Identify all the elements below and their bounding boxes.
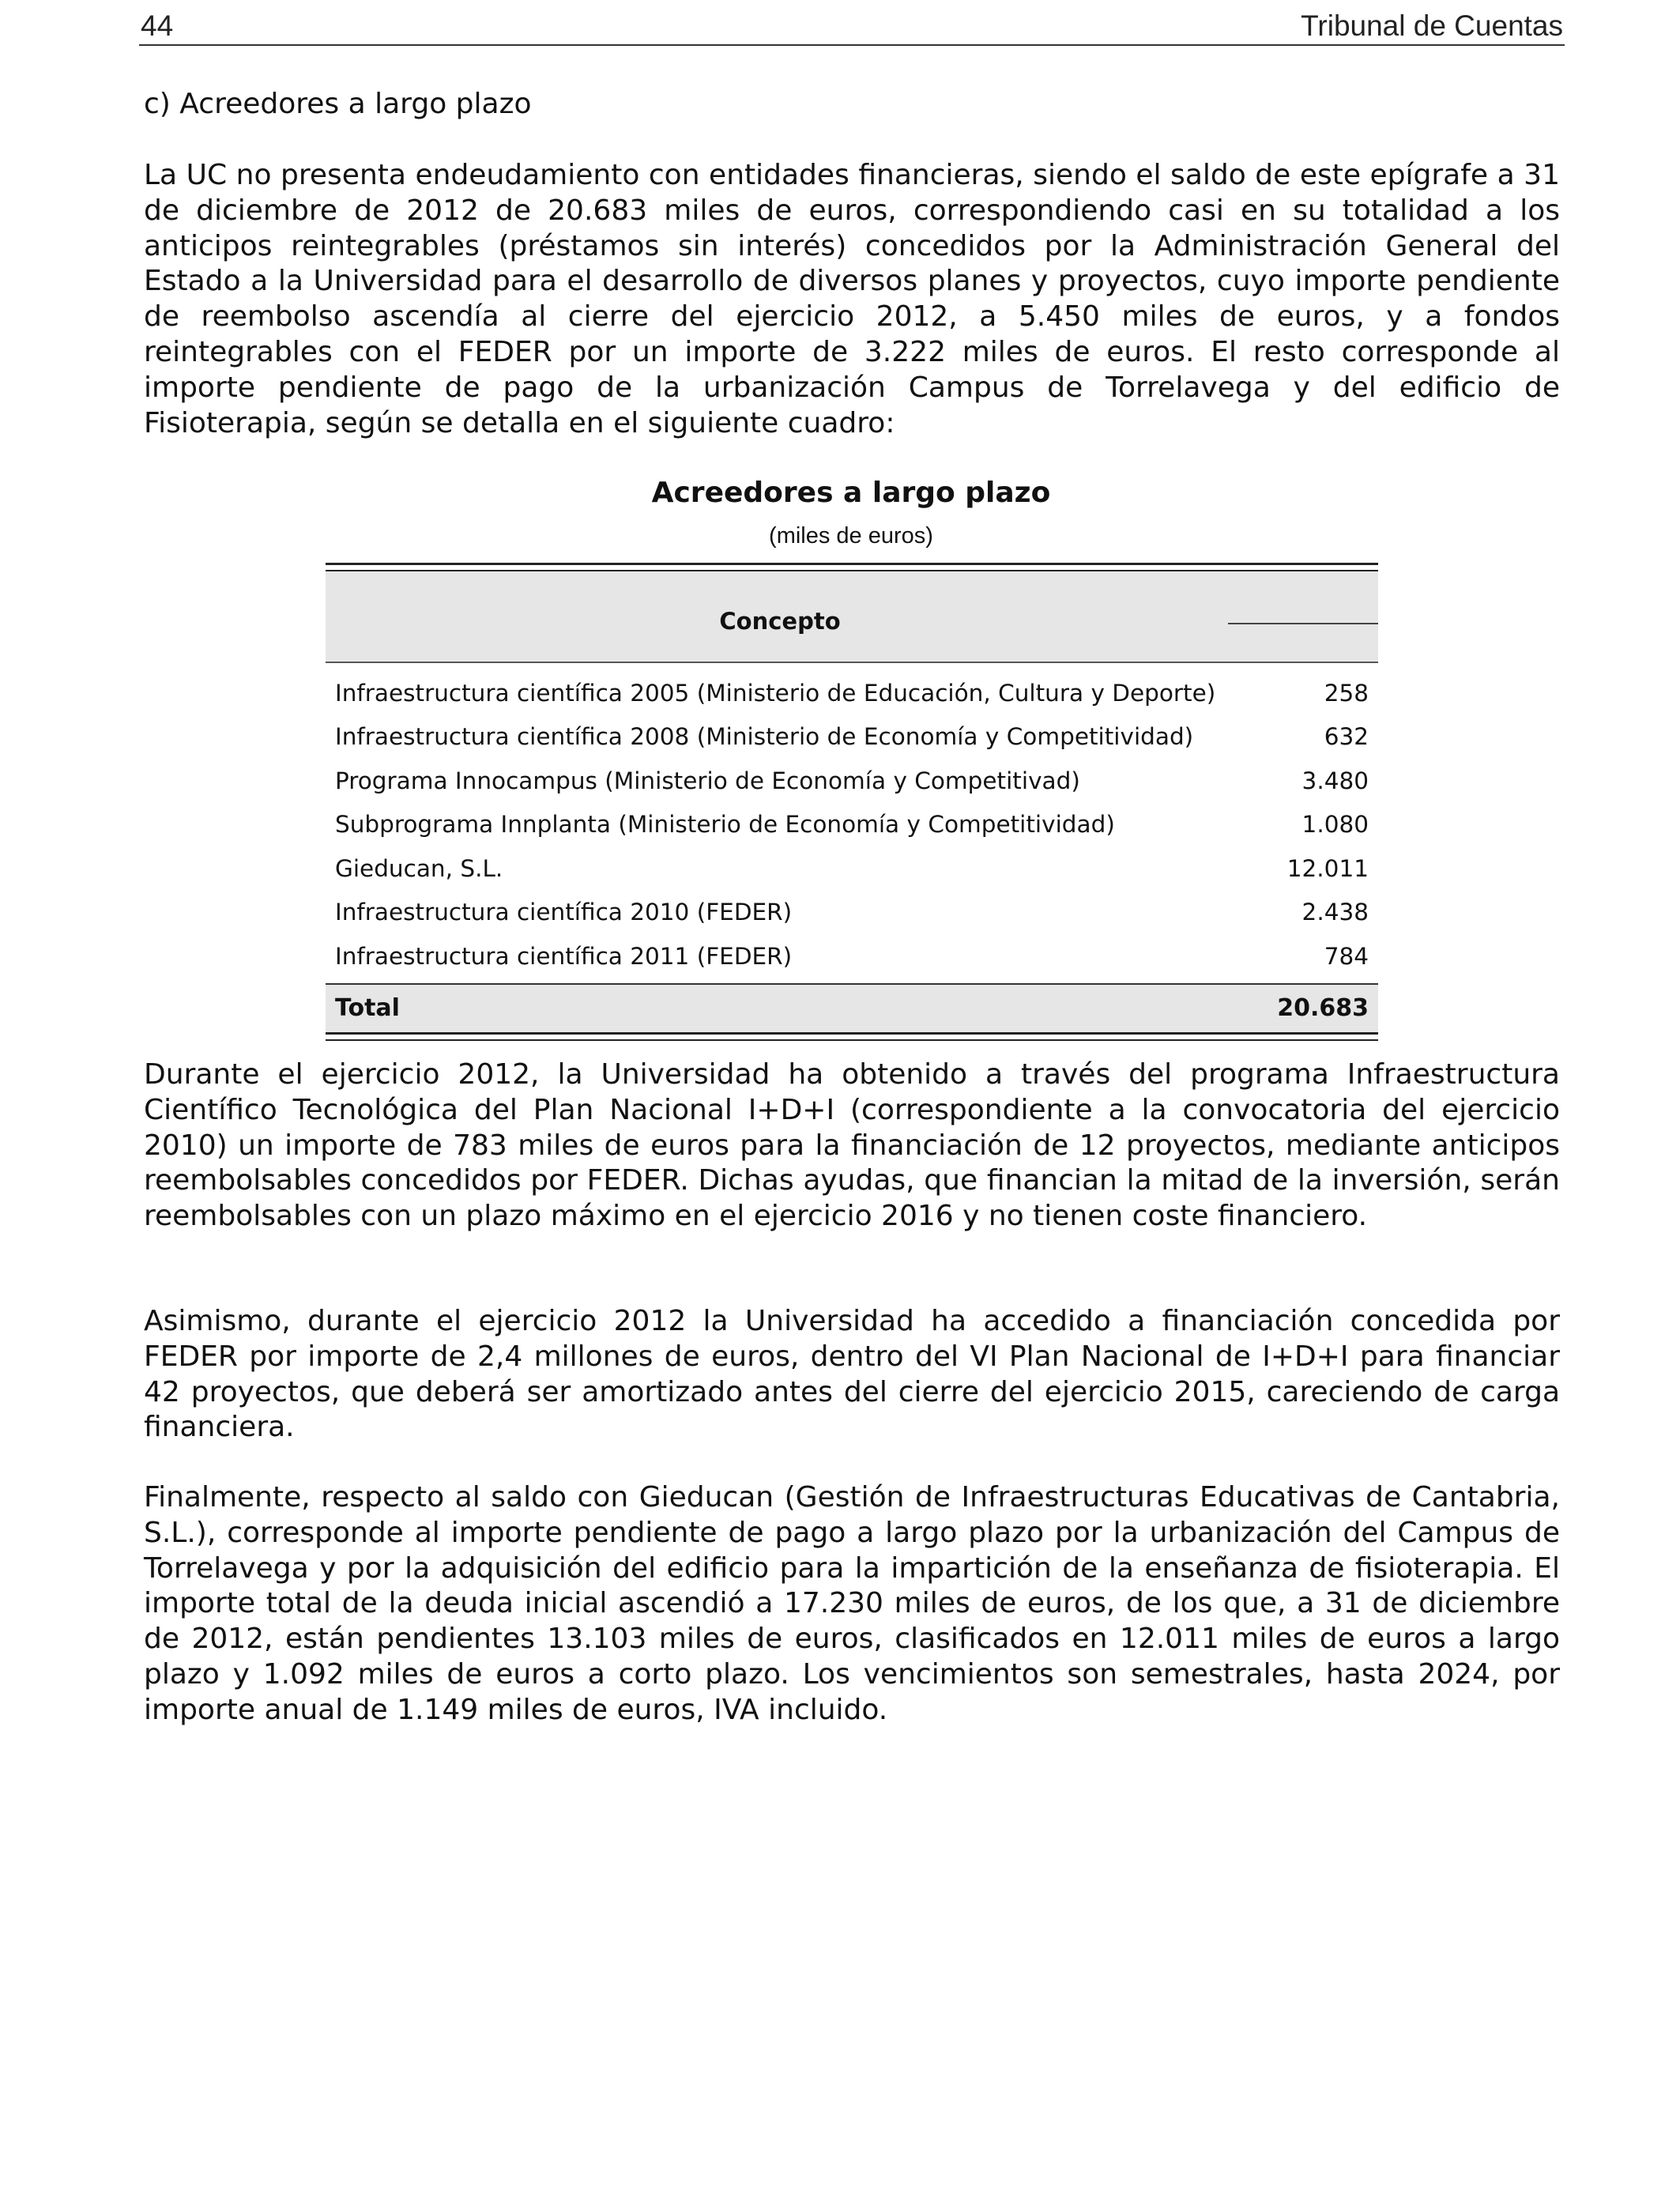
row-amount: 258 [1324, 679, 1369, 707]
row-amount: 2.438 [1301, 899, 1369, 926]
table-subtitle: (miles de euros) [769, 523, 933, 548]
creditors-table [326, 563, 1378, 1041]
row-concept: Programa Innocampus (Ministerio de Economía y Competitivad) [335, 767, 1080, 794]
table-row [326, 759, 1378, 803]
row-amount: 3.480 [1301, 767, 1369, 794]
column-header-concepto: Concepto [719, 608, 841, 635]
row-amount: 12.011 [1286, 854, 1369, 882]
table-body [326, 663, 1378, 978]
row-concept: Infraestructura científica 2011 (FEDER) [335, 942, 793, 970]
running-title: Tribunal de Cuentas [1301, 9, 1563, 42]
table-row [326, 715, 1378, 760]
paragraph-feder-2010: Durante el ejercicio 2012, la Universidad ha obtenido a través del programa Infraestructura Científico Tecnológica del Plan Nacional I+D+I (correspondiente a la convocatoria del ejercicio 2010) un importe de 783 miles de euros para la financiación de 12 proyectos, mediante anticipos reembolsables concedidos por FEDER. Dichas ayudas, que financian la mitad de la inversión, serán reembolsables con un plazo máximo en el ejercicio 2016 y no tienen coste financiero. [144, 1058, 1560, 1233]
total-amount: 20.683 [1277, 994, 1369, 1022]
table-row [326, 846, 1378, 891]
table-row [326, 803, 1378, 847]
row-concept: Gieducan, S.L. [335, 854, 503, 882]
table-bottom-rule [326, 1032, 1378, 1041]
table-title: Acreedores a largo plazo [651, 477, 1051, 509]
row-concept: Infraestructura científica 2010 (FEDER) [335, 899, 793, 926]
table-row [326, 671, 1378, 715]
table-total-row [326, 983, 1378, 1032]
table-row [326, 891, 1378, 935]
row-concept: Subprograma Innplanta (Ministerio de Economía y Competitividad) [335, 811, 1115, 839]
section-heading: c) Acreedores a largo plazo [144, 88, 532, 120]
table-row [326, 934, 1378, 978]
paragraph-feder-vi-plan: Asimismo, durante el ejercicio 2012 la Universidad ha accedido a financiación concedida por FEDER por importe de 2,4 millones de euros, dentro del VI Plan Nacional de I+D+I para financiar 42 proyectos, que deberá ser amortizado antes del cierre del ejercicio 2015, careciendo de carga financiera. [144, 1305, 1560, 1444]
row-amount: 784 [1324, 942, 1369, 970]
table-header [326, 571, 1378, 663]
column-header-amount-rule [1228, 623, 1378, 624]
row-amount: 632 [1324, 723, 1369, 751]
page-header [139, 8, 1565, 46]
table-top-rule [326, 563, 1378, 571]
row-concept: Infraestructura científica 2008 (Ministerio de Economía y Competitividad) [335, 723, 1194, 751]
total-label: Total [335, 994, 400, 1022]
paragraph-intro: La UC no presenta endeudamiento con entidades financieras, siendo el saldo de este epígrafe a 31 de diciembre de 2012 de 20.683 miles de euros, correspondiendo casi en su totalidad a los anticipos reintegrables (préstamos sin interés) concedidos por la Administración General del Estado a la Universidad para el desarrollo de diversos planes y proyectos, cuyo importe pendiente de reembolso ascendía al cierre del ejercicio 2012, a 5.450 miles de euros, y a fondos reintegrables con el FEDER por un importe de 3.222 miles de euros. El resto corresponde al importe pendiente de pago de la urbanización Campus de Torrelavega y del edificio de Fisioterapia, según se detalla en el siguiente cuadro: [144, 159, 1560, 439]
page-number: 44 [141, 9, 174, 42]
row-concept: Infraestructura científica 2005 (Ministerio de Educación, Cultura y Deporte) [335, 679, 1216, 707]
row-amount: 1.080 [1301, 811, 1369, 839]
paragraph-gieducan: Finalmente, respecto al saldo con Gieducan (Gestión de Infraestructuras Educativas de Cantabria, S.L.), corresponde al importe pendiente de pago a largo plazo por la urbanización del Campus de Torrelavega y por la adquisición del edificio para la impartición de la enseñanza de fisioterapia. El importe total de la deuda inicial ascendió a 17.230 miles de euros, de los que, a 31 de diciembre de 2012, están pendientes 13.103 miles de euros, clasificados en 12.011 miles de euros a largo plazo y 1.092 miles de euros a corto plazo. Los vencimientos son semestrales, hasta 2024, por importe anual de 1.149 miles de euros, IVA incluido. [144, 1481, 1560, 1726]
